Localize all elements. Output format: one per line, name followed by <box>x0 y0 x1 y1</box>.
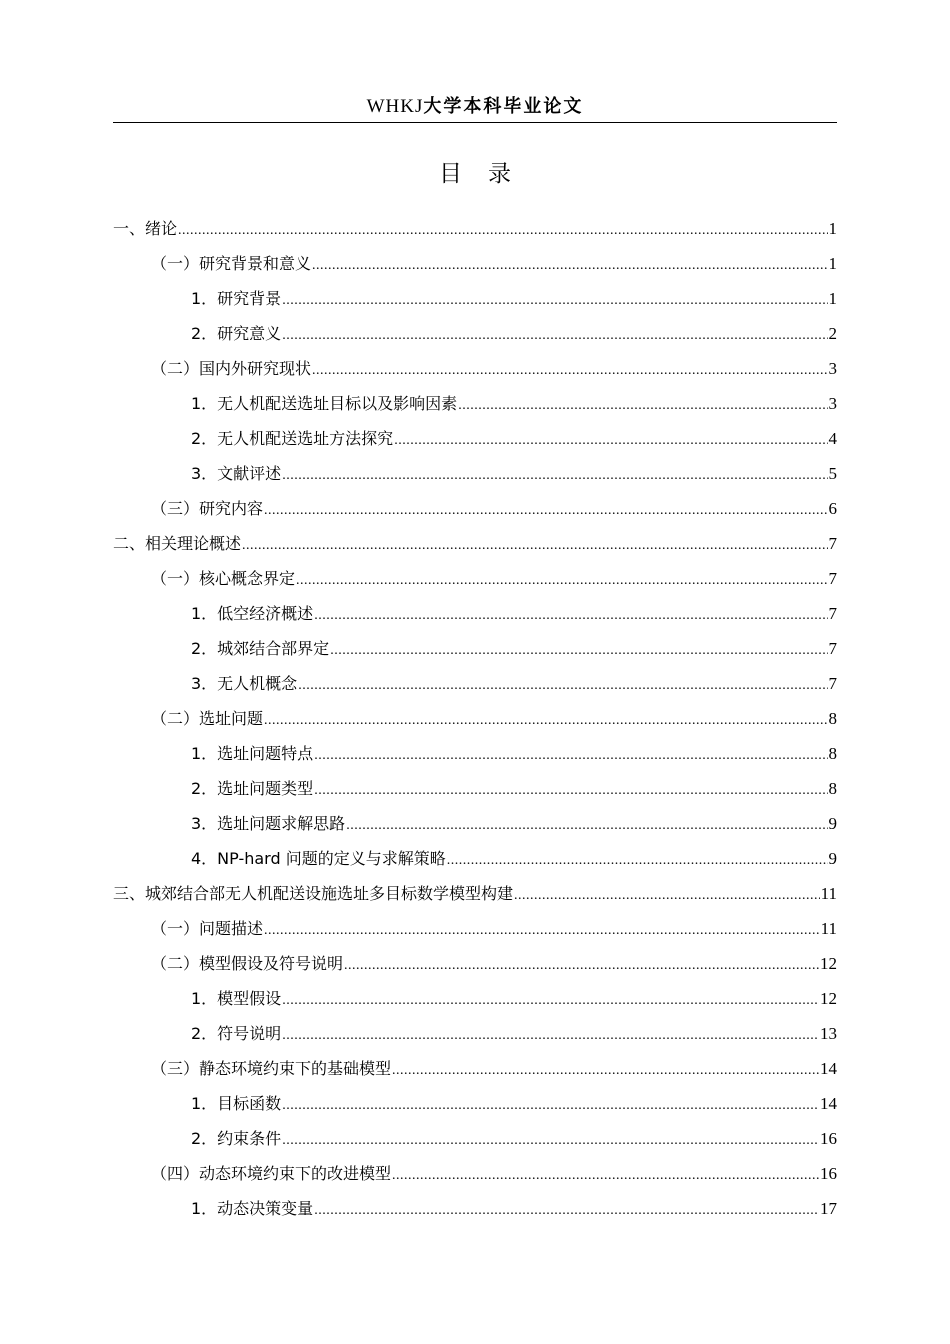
toc-title: 目录 <box>439 161 537 187</box>
toc-entry-label: （三）静态环境约束下的基础模型 <box>151 1059 392 1078</box>
toc-entry[interactable] <box>113 1086 837 1121</box>
toc-dot-leader <box>314 773 827 808</box>
toc-entry[interactable] <box>113 561 837 596</box>
toc-dot-leader <box>282 1018 819 1053</box>
toc-entry-label: 一、绪论 <box>113 219 178 238</box>
toc-entry-label: （四）动态环境约束下的改进模型 <box>151 1164 392 1183</box>
toc-entry-page: 7 <box>828 569 837 588</box>
toc-entry-page: 3 <box>828 394 837 413</box>
toc-entry[interactable] <box>113 876 837 911</box>
toc-dot-leader <box>296 563 827 598</box>
toc-dot-leader <box>346 808 827 843</box>
toc-entry[interactable] <box>113 1016 837 1051</box>
toc-entry-page: 14 <box>820 1094 837 1113</box>
toc-entry-page: 8 <box>828 744 837 763</box>
toc-entry[interactable] <box>113 631 837 666</box>
toc-entry[interactable] <box>113 491 837 526</box>
toc-dot-leader <box>264 913 820 948</box>
toc-dot-leader <box>282 983 819 1018</box>
toc-entry-page: 11 <box>820 919 837 938</box>
toc-dot-leader <box>298 668 827 703</box>
toc-entry-label: 1．低空经济概述 <box>191 604 314 623</box>
toc-dot-leader <box>458 388 827 423</box>
toc-entry-page: 9 <box>828 849 837 868</box>
toc-entry-page: 4 <box>828 429 837 448</box>
toc-entry-page: 1 <box>828 289 837 308</box>
toc-entry-label: 1．动态决策变量 <box>191 1199 314 1218</box>
toc-entry-page: 7 <box>828 674 837 693</box>
toc-dot-leader <box>282 1123 819 1158</box>
toc-dot-leader <box>264 493 827 528</box>
toc-entry[interactable] <box>113 211 837 246</box>
toc-entry-page: 13 <box>820 1024 837 1043</box>
toc-entry-label: 2．城郊结合部界定 <box>191 639 330 658</box>
toc-entry[interactable] <box>113 596 837 631</box>
toc-entry-label: 二、相关理论概述 <box>113 534 242 553</box>
toc-entry[interactable] <box>113 421 837 456</box>
toc-entry[interactable] <box>113 1191 837 1226</box>
toc-entry-label: 1．选址问题特点 <box>191 744 314 763</box>
toc-dot-leader <box>514 878 820 913</box>
toc-entry[interactable] <box>113 771 837 806</box>
toc-entry[interactable] <box>113 701 837 736</box>
toc-dot-leader <box>344 948 819 983</box>
toc-entry-page: 9 <box>828 814 837 833</box>
toc-entry[interactable] <box>113 246 837 281</box>
toc-dot-leader <box>178 213 827 248</box>
toc-dot-leader <box>312 248 827 283</box>
toc-entry-page: 7 <box>828 639 837 658</box>
toc-dot-leader <box>282 458 827 493</box>
toc-entry-label: 1．研究背景 <box>191 289 282 308</box>
toc-dot-leader <box>392 1053 819 1088</box>
toc-entry-page: 11 <box>820 884 837 903</box>
toc-entry-label: 2．符号说明 <box>191 1024 282 1043</box>
toc-entry-label: 2．选址问题类型 <box>191 779 314 798</box>
toc-entry-page: 5 <box>828 464 837 483</box>
toc-entry[interactable] <box>113 841 837 876</box>
toc-entry-label: 2．约束条件 <box>191 1129 282 1148</box>
toc-entry-label: （一）问题描述 <box>151 919 264 938</box>
toc-dot-leader <box>394 423 827 458</box>
toc-entry-page: 7 <box>828 604 837 623</box>
toc-entry[interactable] <box>113 981 837 1016</box>
toc-dot-leader <box>282 1088 819 1123</box>
toc-entry-label: 2．研究意义 <box>191 324 282 343</box>
toc-entry-label: 2．无人机配送选址方法探究 <box>191 429 394 448</box>
toc-dot-leader <box>264 703 827 738</box>
toc-entry-page: 12 <box>820 989 837 1008</box>
toc-entry[interactable] <box>113 806 837 841</box>
header-prefix: WHKJ <box>366 96 424 117</box>
toc-entry-page: 1 <box>828 219 837 238</box>
toc-entry-page: 8 <box>828 779 837 798</box>
toc-entry-page: 3 <box>828 359 837 378</box>
toc-entry-page: 16 <box>820 1164 837 1183</box>
toc-entry[interactable] <box>113 946 837 981</box>
toc-entry-page: 1 <box>828 254 837 273</box>
toc-entry[interactable] <box>113 351 837 386</box>
toc-entry[interactable] <box>113 911 837 946</box>
toc-entry-label: 3．文献评述 <box>191 464 282 483</box>
toc-entry-page: 6 <box>828 499 837 518</box>
toc-entry-label: 3．选址问题求解思路 <box>191 814 346 833</box>
toc-entry[interactable] <box>113 526 837 561</box>
toc-dot-leader <box>242 528 827 563</box>
toc-entry[interactable] <box>113 736 837 771</box>
toc-entry[interactable] <box>113 666 837 701</box>
toc-entry-label: （二）模型假设及符号说明 <box>151 954 344 973</box>
toc-entry-label: 1．无人机配送选址目标以及影响因素 <box>191 394 458 413</box>
toc-entry[interactable] <box>113 1051 837 1086</box>
toc-entry-page: 17 <box>820 1199 837 1218</box>
header-title: 大学本科毕业论文 <box>423 96 584 117</box>
toc-dot-leader <box>314 1193 819 1228</box>
toc-entry-label: （一）核心概念界定 <box>151 569 296 588</box>
toc-entry[interactable] <box>113 456 837 491</box>
toc-dot-leader <box>282 318 827 353</box>
toc-dot-leader <box>314 738 827 773</box>
header-text <box>367 96 584 117</box>
toc-entry-label: 4．NP-hard 问题的定义与求解策略 <box>191 849 446 868</box>
toc-entry[interactable] <box>113 281 837 316</box>
toc-entry[interactable] <box>113 1156 837 1191</box>
table-of-contents <box>113 211 837 1226</box>
toc-entry-label: （二）国内外研究现状 <box>151 359 312 378</box>
toc-dot-leader <box>282 283 827 318</box>
toc-entry-page: 14 <box>820 1059 837 1078</box>
toc-entry-label: 1．模型假设 <box>191 989 282 1008</box>
toc-entry[interactable] <box>113 316 837 351</box>
toc-dot-leader <box>330 633 827 668</box>
toc-entry-label: （二）选址问题 <box>151 709 264 728</box>
toc-entry-label: 1．目标函数 <box>191 1094 282 1113</box>
page-header <box>113 92 837 123</box>
toc-entry-label: （一）研究背景和意义 <box>151 254 312 273</box>
toc-entry-page: 16 <box>820 1129 837 1148</box>
toc-entry-page: 8 <box>828 709 837 728</box>
toc-dot-leader <box>447 843 828 878</box>
toc-entry-page: 12 <box>820 954 837 973</box>
toc-entry-label: （三）研究内容 <box>151 499 264 518</box>
toc-entry[interactable] <box>113 1121 837 1156</box>
toc-entry[interactable] <box>113 386 837 421</box>
toc-dot-leader <box>314 598 827 633</box>
toc-entry-label: 3．无人机概念 <box>191 674 298 693</box>
toc-entry-label: 三、城郊结合部无人机配送设施选址多目标数学模型构建 <box>113 884 514 903</box>
toc-entry-page: 2 <box>828 324 837 343</box>
toc-entry-page: 7 <box>828 534 837 553</box>
toc-dot-leader <box>392 1158 819 1193</box>
toc-dot-leader <box>312 353 827 388</box>
